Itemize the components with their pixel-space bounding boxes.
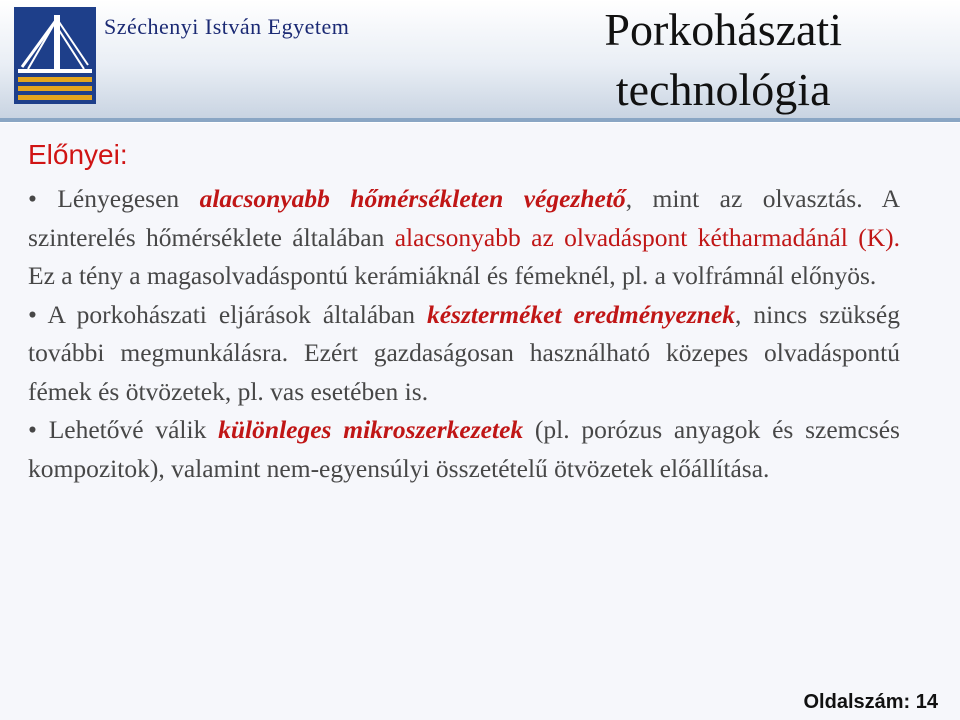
bullet-paragraph-3 — [28, 411, 900, 488]
highlight-text: alacsonyabb az olvadáspont kétharmadánál (K). — [394, 222, 900, 252]
header-divider-highlight — [0, 122, 960, 123]
emphasis-text: különleges mikroszerkezetek — [218, 415, 524, 444]
emphasis-text: készterméket eredményeznek — [426, 299, 736, 329]
bullet-icon: • — [28, 415, 37, 444]
slide-title-line2: technológia — [615, 64, 831, 115]
slide-header — [0, 0, 960, 118]
university-name: Széchenyi István Egyetem — [104, 14, 350, 39]
emphasis-text: alacsonyabb hőmérsékleten végezhető — [199, 184, 626, 213]
bullet-paragraph-2 — [28, 296, 900, 412]
bullet-text: Lehetővé válik — [36, 415, 219, 444]
bullet-text: , nincs szükség további megmunkálásra. Ezért gazdaságosan használható közepes olvadáspontú fémek és ötvözetek, pl. vas esetében is. — [28, 299, 900, 406]
bullet-text: A porkohászati eljárások általában — [36, 299, 427, 329]
slide-content — [28, 138, 900, 488]
slide-title — [604, 0, 842, 120]
bullet-text: Lényegesen — [36, 184, 200, 213]
bullet-text: , mint az olvasztás. A szinterelés hőmérséklete általában — [28, 184, 900, 252]
bullet-text: (pl. porózus anyagok és szemcsés kompozitok), valamint nem-egyensúlyi összetételű ötvözetek előállítása. — [28, 415, 900, 483]
page-number: Oldalszám: 14 — [803, 691, 938, 713]
slide-title-line1: Porkohászati — [604, 4, 842, 55]
section-heading: Előnyei: — [28, 139, 128, 170]
university-logo — [14, 7, 96, 104]
bullet-icon: • — [28, 184, 37, 213]
bullet-paragraph-1 — [28, 180, 900, 296]
bullet-text: Ez a tény a magasolvadáspontú kerámiáknál és fémeknél, pl. a volfrámnál előnyös. — [28, 261, 877, 290]
bullet-icon: • — [28, 299, 37, 329]
